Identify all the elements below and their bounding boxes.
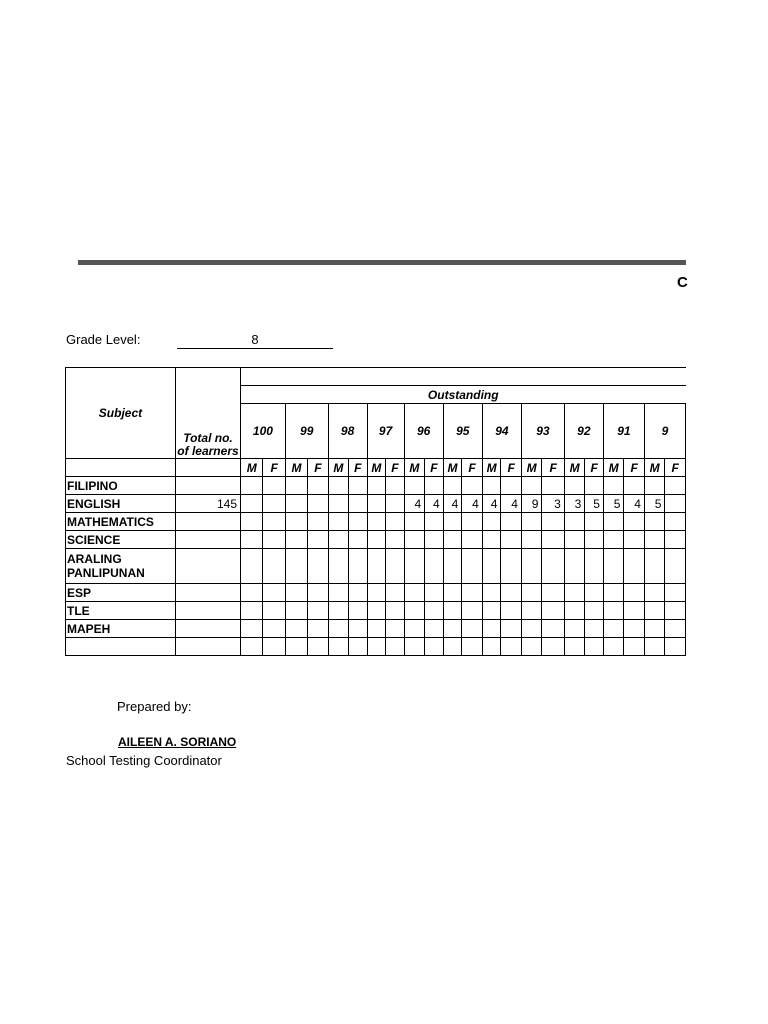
subject-name: TLE — [66, 602, 176, 620]
count-cell — [404, 477, 425, 495]
table-row — [66, 584, 686, 602]
male-header: M — [367, 459, 386, 477]
male-header: M — [603, 459, 624, 477]
count-cell — [603, 584, 624, 602]
count-cell — [349, 638, 367, 656]
grade-level-label: Grade Level: — [66, 332, 141, 347]
count-cell: 4 — [624, 495, 644, 513]
count-cell — [308, 495, 328, 513]
count-cell — [386, 531, 404, 549]
count-cell — [542, 513, 564, 531]
male-header: M — [443, 459, 462, 477]
results-table-container — [65, 367, 686, 656]
count-cell — [462, 620, 482, 638]
count-cell — [564, 584, 585, 602]
count-cell — [349, 513, 367, 531]
count-cell — [263, 584, 285, 602]
gender-row-blank-subject — [66, 459, 176, 477]
count-cell — [603, 513, 624, 531]
count-cell — [644, 549, 665, 584]
grade-level-value: 8 — [177, 332, 333, 349]
count-cell: 3 — [542, 495, 564, 513]
total-learners-cell — [175, 638, 240, 656]
count-cell — [482, 602, 501, 620]
count-cell — [241, 549, 263, 584]
count-cell — [443, 620, 462, 638]
count-cell — [542, 620, 564, 638]
count-cell — [521, 602, 542, 620]
count-cell — [644, 602, 665, 620]
count-cell — [386, 477, 404, 495]
count-cell — [603, 477, 624, 495]
count-cell — [585, 531, 604, 549]
male-header: M — [285, 459, 307, 477]
count-cell — [404, 513, 425, 531]
count-cell — [367, 531, 386, 549]
count-cell — [349, 602, 367, 620]
count-cell — [328, 620, 349, 638]
count-cell — [404, 620, 425, 638]
count-cell — [603, 620, 624, 638]
score-header: 92 — [564, 404, 603, 459]
count-cell — [328, 531, 349, 549]
count-cell — [482, 549, 501, 584]
total-learners-header: Total no. of learners — [175, 368, 240, 459]
count-cell — [624, 584, 644, 602]
count-cell: 5 — [644, 495, 665, 513]
total-learners-cell — [175, 477, 240, 495]
subject-name: MAPEH — [66, 620, 176, 638]
count-cell — [425, 602, 444, 620]
count-cell — [462, 584, 482, 602]
count-cell — [425, 638, 444, 656]
count-cell — [644, 513, 665, 531]
total-learners-cell — [175, 602, 240, 620]
count-cell — [462, 477, 482, 495]
header-row-gender — [66, 459, 686, 477]
table-row — [66, 531, 686, 549]
count-cell — [328, 602, 349, 620]
count-cell — [263, 495, 285, 513]
count-cell — [443, 602, 462, 620]
count-cell — [501, 602, 521, 620]
score-header: 9 — [644, 404, 685, 459]
count-cell — [241, 531, 263, 549]
count-cell — [665, 602, 686, 620]
count-cell — [241, 620, 263, 638]
count-cell — [501, 513, 521, 531]
count-cell — [308, 602, 328, 620]
male-header: M — [482, 459, 501, 477]
count-cell — [386, 495, 404, 513]
female-header: F — [665, 459, 686, 477]
count-cell — [521, 620, 542, 638]
count-cell — [542, 584, 564, 602]
total-learners-cell: 145 — [175, 495, 240, 513]
count-cell — [585, 513, 604, 531]
count-cell — [349, 477, 367, 495]
subject-name: MATHEMATICS — [66, 513, 176, 531]
count-cell — [585, 638, 604, 656]
count-cell — [425, 549, 444, 584]
count-cell — [624, 477, 644, 495]
count-cell — [443, 638, 462, 656]
count-cell — [603, 638, 624, 656]
count-cell — [521, 638, 542, 656]
count-cell — [443, 584, 462, 602]
count-cell — [521, 513, 542, 531]
count-cell — [349, 549, 367, 584]
count-cell — [263, 602, 285, 620]
score-header: 99 — [285, 404, 328, 459]
count-cell — [482, 531, 501, 549]
count-cell — [624, 638, 644, 656]
table-row — [66, 513, 686, 531]
coordinator-role: School Testing Coordinator — [66, 753, 222, 768]
count-cell — [285, 513, 307, 531]
count-cell — [308, 477, 328, 495]
count-cell — [542, 549, 564, 584]
female-header: F — [585, 459, 604, 477]
male-header: M — [241, 459, 263, 477]
count-cell — [241, 477, 263, 495]
count-cell: 9 — [521, 495, 542, 513]
score-header: 96 — [404, 404, 443, 459]
count-cell — [644, 638, 665, 656]
table-row — [66, 549, 686, 584]
count-cell — [482, 638, 501, 656]
count-cell — [585, 549, 604, 584]
count-cell — [308, 584, 328, 602]
count-cell — [585, 602, 604, 620]
header-band-blank — [241, 368, 686, 386]
count-cell — [308, 638, 328, 656]
count-cell — [564, 602, 585, 620]
count-cell — [386, 513, 404, 531]
count-cell — [443, 531, 462, 549]
count-cell — [482, 477, 501, 495]
count-cell — [521, 477, 542, 495]
score-header: 91 — [603, 404, 644, 459]
count-cell — [386, 638, 404, 656]
count-cell — [585, 620, 604, 638]
score-header: 98 — [328, 404, 367, 459]
count-cell: 3 — [564, 495, 585, 513]
count-cell — [542, 531, 564, 549]
header-rule — [78, 260, 686, 265]
count-cell — [308, 549, 328, 584]
count-cell — [241, 638, 263, 656]
table-row — [66, 638, 686, 656]
count-cell — [349, 620, 367, 638]
count-cell — [404, 549, 425, 584]
male-header: M — [564, 459, 585, 477]
count-cell — [241, 495, 263, 513]
count-cell — [542, 602, 564, 620]
count-cell — [564, 477, 585, 495]
table-row — [66, 620, 686, 638]
table-row — [66, 477, 686, 495]
count-cell — [665, 549, 686, 584]
count-cell — [665, 495, 686, 513]
count-cell — [462, 638, 482, 656]
count-cell — [501, 531, 521, 549]
count-cell — [425, 531, 444, 549]
count-cell — [462, 531, 482, 549]
count-cell — [404, 584, 425, 602]
prepared-by-label: Prepared by: — [117, 699, 192, 714]
count-cell — [263, 531, 285, 549]
count-cell — [328, 477, 349, 495]
count-cell — [521, 531, 542, 549]
count-cell — [285, 495, 307, 513]
count-cell — [501, 584, 521, 602]
count-cell: 4 — [462, 495, 482, 513]
count-cell — [462, 549, 482, 584]
female-header: F — [542, 459, 564, 477]
count-cell — [328, 584, 349, 602]
count-cell — [665, 584, 686, 602]
count-cell — [603, 602, 624, 620]
female-header: F — [462, 459, 482, 477]
count-cell — [603, 549, 624, 584]
count-cell — [263, 513, 285, 531]
score-header: 94 — [482, 404, 521, 459]
count-cell — [285, 584, 307, 602]
table-row — [66, 495, 686, 513]
count-cell — [328, 549, 349, 584]
count-cell: 4 — [443, 495, 462, 513]
partial-title: C — [677, 274, 688, 291]
count-cell — [263, 620, 285, 638]
count-cell — [367, 602, 386, 620]
results-table — [65, 367, 686, 656]
count-cell — [501, 620, 521, 638]
score-header: 93 — [521, 404, 564, 459]
count-cell — [462, 513, 482, 531]
count-cell — [482, 584, 501, 602]
count-cell — [404, 531, 425, 549]
female-header: F — [386, 459, 404, 477]
male-header: M — [521, 459, 542, 477]
count-cell — [624, 620, 644, 638]
count-cell: 4 — [404, 495, 425, 513]
total-learners-cell — [175, 531, 240, 549]
table-row — [66, 602, 686, 620]
outstanding-header: Outstanding — [241, 386, 686, 404]
count-cell — [367, 477, 386, 495]
count-cell — [501, 638, 521, 656]
count-cell — [328, 638, 349, 656]
count-cell — [482, 513, 501, 531]
count-cell — [285, 549, 307, 584]
count-cell — [349, 531, 367, 549]
count-cell — [241, 602, 263, 620]
count-cell — [564, 531, 585, 549]
count-cell — [542, 638, 564, 656]
female-header: F — [425, 459, 444, 477]
count-cell — [521, 584, 542, 602]
count-cell — [308, 513, 328, 531]
subject-header: Subject — [66, 368, 176, 459]
count-cell — [501, 549, 521, 584]
count-cell — [482, 620, 501, 638]
subject-name — [66, 638, 176, 656]
count-cell — [386, 584, 404, 602]
count-cell — [624, 513, 644, 531]
count-cell — [462, 602, 482, 620]
male-header: M — [644, 459, 665, 477]
score-header: 97 — [367, 404, 404, 459]
count-cell: 5 — [603, 495, 624, 513]
count-cell — [624, 531, 644, 549]
count-cell — [349, 584, 367, 602]
subject-name: ENGLISH — [66, 495, 176, 513]
male-header: M — [404, 459, 425, 477]
count-cell — [367, 513, 386, 531]
count-cell — [367, 495, 386, 513]
count-cell — [386, 602, 404, 620]
count-cell — [443, 513, 462, 531]
count-cell — [425, 584, 444, 602]
count-cell — [285, 638, 307, 656]
score-header: 95 — [443, 404, 482, 459]
count-cell — [665, 531, 686, 549]
count-cell — [386, 549, 404, 584]
count-cell — [263, 477, 285, 495]
count-cell — [644, 477, 665, 495]
count-cell: 4 — [482, 495, 501, 513]
count-cell — [285, 620, 307, 638]
female-header: F — [308, 459, 328, 477]
count-cell — [263, 549, 285, 584]
female-header: F — [349, 459, 367, 477]
count-cell — [425, 620, 444, 638]
count-cell — [425, 477, 444, 495]
count-cell: 4 — [425, 495, 444, 513]
count-cell — [665, 620, 686, 638]
female-header: F — [263, 459, 285, 477]
subject-name: ESP — [66, 584, 176, 602]
count-cell — [367, 584, 386, 602]
count-cell — [542, 477, 564, 495]
count-cell — [564, 549, 585, 584]
subject-name: FILIPINO — [66, 477, 176, 495]
count-cell — [263, 638, 285, 656]
count-cell — [443, 477, 462, 495]
count-cell — [328, 495, 349, 513]
total-learners-cell — [175, 620, 240, 638]
count-cell — [585, 584, 604, 602]
count-cell — [644, 620, 665, 638]
count-cell — [367, 620, 386, 638]
count-cell: 4 — [501, 495, 521, 513]
count-cell: 5 — [585, 495, 604, 513]
count-cell — [308, 531, 328, 549]
count-cell — [308, 620, 328, 638]
count-cell — [644, 584, 665, 602]
female-header: F — [624, 459, 644, 477]
count-cell — [521, 549, 542, 584]
count-cell — [564, 513, 585, 531]
count-cell — [443, 549, 462, 584]
count-cell — [328, 513, 349, 531]
total-learners-cell — [175, 549, 240, 584]
count-cell — [386, 620, 404, 638]
count-cell — [501, 477, 521, 495]
subject-name: ARALING PANLIPUNAN — [66, 549, 176, 584]
coordinator-name: AILEEN A. SORIANO — [118, 735, 237, 749]
count-cell — [349, 495, 367, 513]
count-cell — [241, 584, 263, 602]
count-cell — [644, 531, 665, 549]
count-cell — [585, 477, 604, 495]
male-header: M — [328, 459, 349, 477]
total-learners-cell — [175, 513, 240, 531]
gender-row-blank-total — [175, 459, 240, 477]
count-cell — [241, 513, 263, 531]
count-cell — [603, 531, 624, 549]
count-cell — [367, 549, 386, 584]
score-header: 100 — [241, 404, 286, 459]
count-cell — [404, 638, 425, 656]
female-header: F — [501, 459, 521, 477]
count-cell — [285, 602, 307, 620]
count-cell — [285, 477, 307, 495]
subject-name: SCIENCE — [66, 531, 176, 549]
count-cell — [564, 620, 585, 638]
count-cell — [665, 638, 686, 656]
count-cell — [404, 602, 425, 620]
header-row-top — [66, 368, 686, 386]
count-cell — [624, 602, 644, 620]
count-cell — [624, 549, 644, 584]
count-cell — [425, 513, 444, 531]
total-learners-cell — [175, 584, 240, 602]
count-cell — [285, 531, 307, 549]
count-cell — [367, 638, 386, 656]
count-cell — [665, 477, 686, 495]
count-cell — [665, 513, 686, 531]
count-cell — [564, 638, 585, 656]
